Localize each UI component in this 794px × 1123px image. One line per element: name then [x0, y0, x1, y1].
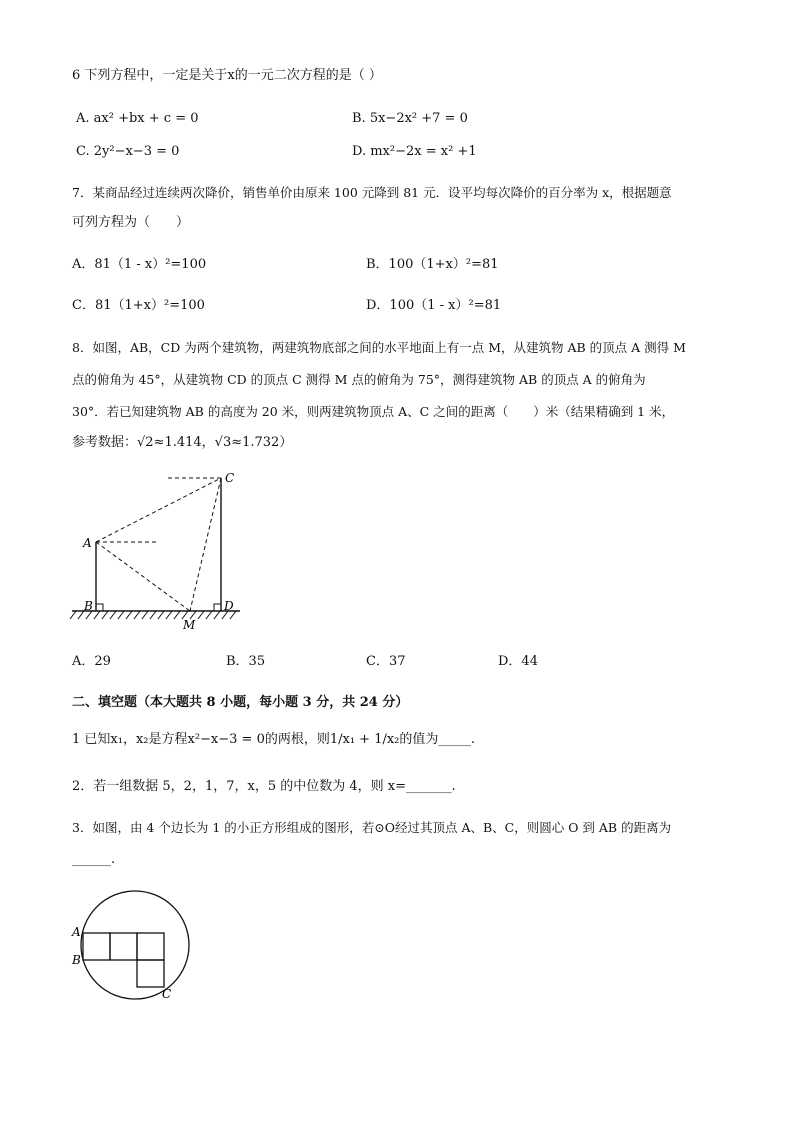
fill3-line2: ______. [72, 852, 116, 867]
label-b: B [84, 599, 93, 613]
fill3-figure [68, 888, 198, 1008]
q7-option-d: D．100（1 - x）²=81 [366, 298, 502, 313]
q6-stem: 6 下列方程中，一定是关于x的一元二次方程的是（ ） [72, 68, 382, 83]
q7-stem-line2: 可列方程为（ ） [72, 215, 190, 230]
q8-option-d: D．44 [498, 654, 538, 669]
q7-option-a: A．81（1 - x）²=100 [72, 257, 207, 272]
fill3-line1: 3．如图，由 4 个边长为 1 的小正方形组成的图形，若⊙O经过其顶点 A、B、C，则圆心 O 到 AB 的距离为 [72, 820, 672, 835]
label-b: B [72, 953, 81, 967]
q8-stem-line2: 点的俯角为 45°，从建筑物 CD 的顶点 C 测得 M 点的俯角为 75°，测得建筑物 AB 的顶点 A 的俯角为 [72, 372, 646, 387]
label-c: C [225, 471, 235, 485]
q7-stem-line1: 7．某商品经过连续两次降价，销售单价由原来 100 元降到 81 元．设平均每次降价的百分率为 x，根据题意 [72, 185, 672, 200]
q8-stem-line3: 30°．若已知建筑物 AB 的高度为 20 米，则两建筑物顶点 A、C 之间的距离（ ）米（结果精确到 1 米， [72, 404, 675, 419]
q8-stem-line4: 参考数据：√2≈1.414，√3≈1.732） [72, 435, 293, 450]
label-a: A [83, 536, 92, 550]
q8-option-a: A．29 [72, 654, 111, 669]
label-m: M [183, 618, 196, 632]
q6-option-a: A. ax² +bx + c = 0 [76, 111, 199, 126]
q6-option-d: D. mx²−2x = x² +1 [352, 144, 477, 159]
label-a: A [72, 925, 81, 939]
q8-figure [70, 466, 250, 636]
label-d: D [224, 599, 234, 613]
circle-o [81, 891, 189, 999]
q8-option-b: B．35 [226, 654, 266, 669]
q6-option-b: B. 5x−2x² +7 = 0 [352, 111, 468, 126]
label-c: C [162, 987, 172, 1001]
fill1-text: 1 已知x₁，x₂是方程x²−x−3 = 0的两根，则1/x₁ + 1/x₂的值为_____. [72, 732, 476, 747]
fill2-text: 2．若一组数据 5，2，1，7，x，5 的中位数为 4，则 x=_______. [72, 779, 456, 794]
q7-option-b: B．100（1+x）²=81 [366, 257, 499, 272]
section-2-heading: 二、填空题（本大题共 8 小题，每小题 3 分，共 24 分） [72, 695, 409, 710]
q8-option-c: C．37 [366, 654, 406, 669]
q8-stem-line1: 8．如图，AB，CD 为两个建筑物，两建筑物底部之间的水平地面上有一点 M，从建筑物 AB 的顶点 A 测得 M [72, 340, 686, 355]
q7-option-c: C．81（1+x）²=100 [72, 298, 205, 313]
q6-option-c: C. 2y²−x−3 = 0 [76, 144, 180, 159]
